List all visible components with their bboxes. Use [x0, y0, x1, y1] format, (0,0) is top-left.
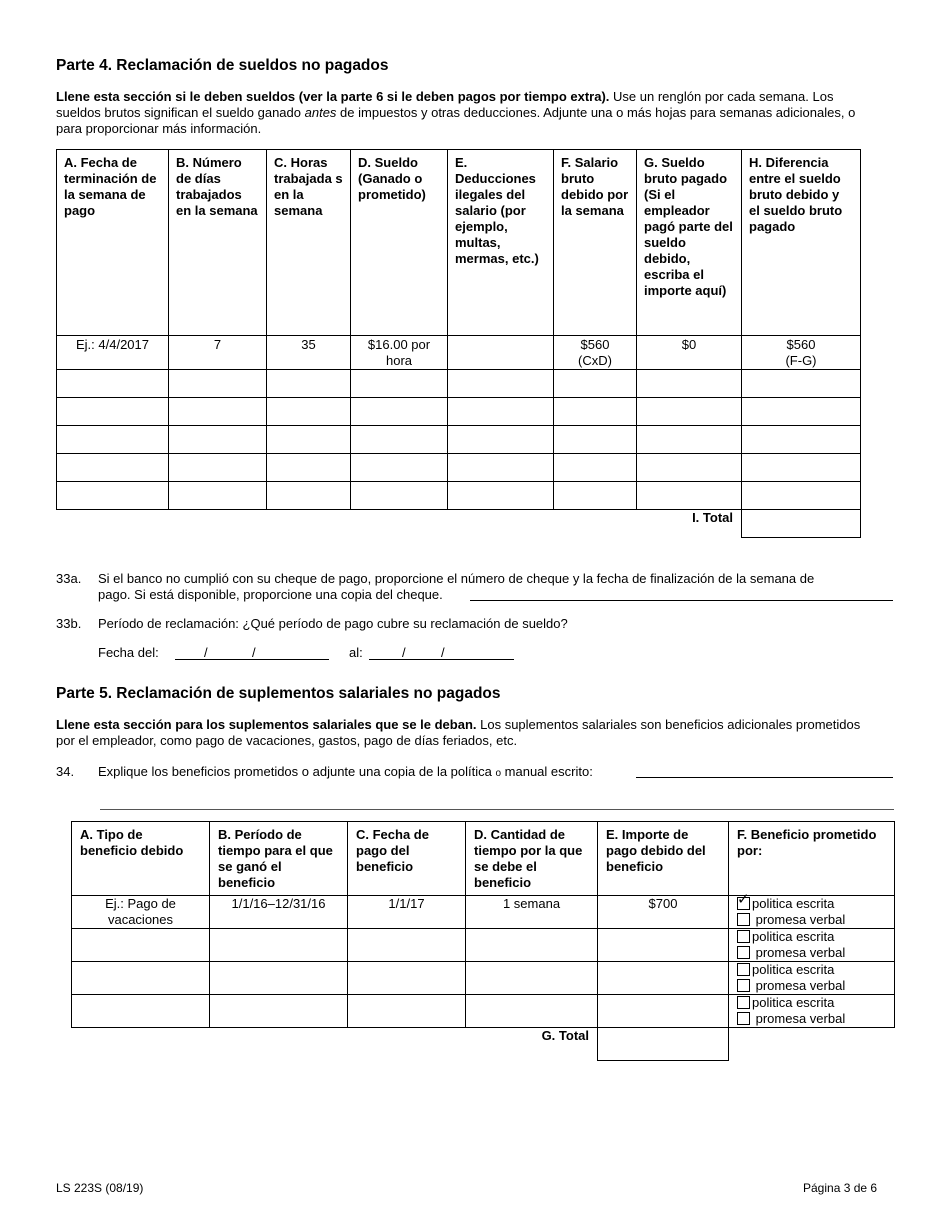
from-date-slash1: / [204, 645, 208, 660]
part5-heading: Parte 5. Reclamación de suplementos salariales no pagados [56, 685, 501, 702]
example-a: Ej.: 4/4/2017 [57, 336, 169, 370]
cell[interactable] [267, 426, 351, 454]
cell[interactable] [72, 929, 210, 962]
from-date-slash2: / [252, 645, 256, 660]
cell[interactable] [637, 454, 742, 482]
cell[interactable] [169, 426, 267, 454]
cell[interactable] [351, 398, 448, 426]
ben-col-b-header: B. Período de tiempo para el que se ganó el beneficio [210, 822, 348, 896]
part5-intro-bold: Llene esta sección para los suplementos salariales que se le deban. [56, 717, 477, 732]
q33b-text: Período de reclamación: ¿Qué período de pago cubre su reclamación de sueldo? [98, 616, 568, 631]
example-f-line1: $560 [580, 337, 610, 352]
col-d-header: D. Sueldo (Ganado o prometido) [351, 150, 448, 336]
written-policy-label: politica escrita [752, 962, 835, 977]
ben-example-b: 1/1/16–12/31/16 [210, 896, 348, 929]
q34-text-b: manual escrito: [501, 764, 593, 779]
cell[interactable] [466, 929, 598, 962]
cell[interactable] [267, 370, 351, 398]
ben-promised-by [729, 962, 895, 995]
cell[interactable] [72, 962, 210, 995]
ben-example-f [729, 896, 895, 929]
q34-answer-line2[interactable] [100, 809, 894, 810]
cell[interactable] [466, 995, 598, 1028]
verbal-promise-checkbox[interactable] [737, 913, 750, 926]
ben-promised-by [729, 929, 895, 962]
q34-text-a: Explique los beneficios prometidos o adjunte una copia de la política [98, 764, 496, 779]
cell[interactable] [351, 426, 448, 454]
written-policy-label: politica escrita [752, 995, 835, 1010]
wages-example-row [57, 336, 861, 370]
example-d [351, 336, 448, 370]
wages-table [56, 149, 861, 538]
cell[interactable] [57, 454, 169, 482]
cell[interactable] [598, 962, 729, 995]
ben-example-a [72, 896, 210, 929]
verbal-promise-checkbox[interactable] [737, 1012, 750, 1025]
page-number: Página 3 de 6 [803, 1181, 878, 1195]
cell[interactable] [554, 370, 637, 398]
cell[interactable] [637, 482, 742, 510]
cell[interactable] [448, 454, 554, 482]
wages-row [57, 370, 861, 398]
cell[interactable] [554, 454, 637, 482]
ben-example-a-line1: Ej.: Pago de [105, 896, 176, 911]
wages-row [57, 482, 861, 510]
cell[interactable] [742, 370, 861, 398]
ben-example-d: 1 semana [466, 896, 598, 929]
ben-example-e: $700 [598, 896, 729, 929]
cell[interactable] [267, 398, 351, 426]
written-policy-label: politica escrita [752, 896, 835, 911]
cell[interactable] [267, 454, 351, 482]
cell[interactable] [210, 929, 348, 962]
q34-answer-line[interactable] [636, 777, 893, 778]
part4-intro-bold: Llene esta sección si le deben sueldos (ver la parte 6 si le deben pagos por tiempo extra). [56, 89, 610, 104]
cell[interactable] [637, 370, 742, 398]
q33a-line1: Si el banco no cumplió con su cheque de pago, proporcione el número de cheque y la fecha de finalización de la semana de [98, 571, 815, 586]
wages-total-row [57, 510, 861, 538]
example-h-line1: $560 [786, 337, 816, 352]
to-date-slash2: / [441, 645, 445, 660]
cell[interactable] [169, 482, 267, 510]
ben-col-d-header: D. Cantidad de tiempo por la que se debe el beneficio [466, 822, 598, 896]
cell[interactable] [72, 995, 210, 1028]
part4-intro [56, 89, 866, 137]
cell[interactable] [348, 929, 466, 962]
cell[interactable] [598, 929, 729, 962]
col-g-header: G. Sueldo bruto pagado (Si el empleador pagó parte del sueldo debido, escriba el importe aquí) [637, 150, 742, 336]
cell[interactable] [637, 398, 742, 426]
q33a-line2: pago. Si está disponible, proporcione una copia del cheque. [98, 587, 443, 602]
verbal-promise-label: promesa verbal [752, 1011, 846, 1026]
written-policy-checkbox[interactable] [737, 963, 750, 976]
benefits-row [72, 995, 895, 1028]
cell[interactable] [742, 454, 861, 482]
cell[interactable] [57, 482, 169, 510]
cell[interactable] [210, 995, 348, 1028]
written-policy-checkbox[interactable] [737, 930, 750, 943]
ben-example-a-line2: vacaciones [107, 912, 174, 927]
wages-total-label: I. Total [57, 510, 742, 538]
ben-col-e-header: E. Importe de pago debido del beneficio [598, 822, 729, 896]
cell[interactable] [57, 398, 169, 426]
cell[interactable] [742, 482, 861, 510]
verbal-promise-checkbox[interactable] [737, 946, 750, 959]
cell[interactable] [348, 995, 466, 1028]
example-h [742, 336, 861, 370]
to-date-slash1: / [402, 645, 406, 660]
col-h-header: H. Diferencia entre el sueldo bruto debido y el sueldo bruto pagado [742, 150, 861, 336]
wages-total-field[interactable] [742, 510, 861, 538]
part4-intro-text2: de impuestos y otras deducciones. Adjunte una o más hojas para semanas adicionales, o para proporcionar más información. [56, 105, 856, 136]
q33b-number: 33b. [56, 616, 82, 631]
cell[interactable] [554, 426, 637, 454]
q34-text-o: o [495, 768, 502, 779]
form-id: LS 223S (08/19) [56, 1181, 144, 1195]
wages-row [57, 426, 861, 454]
example-b: 7 [169, 336, 267, 370]
ben-col-f-header: F. Beneficio prometido por: [729, 822, 895, 896]
cell[interactable] [598, 995, 729, 1028]
col-a-header: A. Fecha de terminación de la semana de pago [57, 150, 169, 336]
written-policy-checkbox-checked[interactable] [737, 897, 750, 910]
from-date-label: Fecha del: [98, 645, 159, 660]
cell[interactable] [57, 426, 169, 454]
cell[interactable] [351, 454, 448, 482]
benefits-row [72, 962, 895, 995]
example-d-line1: $16.00 por [367, 337, 431, 352]
cell[interactable] [169, 370, 267, 398]
cell[interactable] [448, 482, 554, 510]
wages-header-row [57, 150, 861, 336]
cell[interactable] [210, 962, 348, 995]
cell[interactable] [57, 370, 169, 398]
cell[interactable] [448, 370, 554, 398]
q33a-answer-line[interactable] [470, 600, 893, 601]
cell[interactable] [637, 426, 742, 454]
written-policy-checkbox[interactable] [737, 996, 750, 1009]
example-f [554, 336, 637, 370]
verbal-promise-checkbox[interactable] [737, 979, 750, 992]
ben-promised-by [729, 995, 895, 1028]
ben-example-c: 1/1/17 [348, 896, 466, 929]
col-e-header: E. Deducciones ilegales del salario (por ejemplo, multas, mermas, etc.) [448, 150, 554, 336]
cell[interactable] [169, 454, 267, 482]
q34-number: 34. [56, 764, 75, 779]
cell[interactable] [348, 962, 466, 995]
example-e [448, 336, 554, 370]
cell[interactable] [448, 426, 554, 454]
q34-text [98, 764, 593, 782]
cell[interactable] [466, 962, 598, 995]
cell[interactable] [448, 398, 554, 426]
part4-intro-text1: Use un renglón por cada semana. Los sueldos brutos significan el sueldo ganado [56, 89, 834, 120]
benefits-total-label: G. Total [72, 1028, 598, 1061]
col-b-header: B. Número de días trabajados en la semana [169, 150, 267, 336]
blank-cell [729, 1028, 895, 1061]
part4-heading: Parte 4. Reclamación de sueldos no pagados [56, 57, 389, 74]
cell[interactable] [554, 482, 637, 510]
benefits-total-field[interactable] [598, 1028, 729, 1061]
ben-col-c-header: C. Fecha de pago del beneficio [348, 822, 466, 896]
wages-row [57, 454, 861, 482]
verbal-promise-label: promesa verbal [752, 912, 846, 927]
verbal-promise-label: promesa verbal [752, 945, 846, 960]
part5-intro-text: Los suplementos salariales son beneficios adicionales prometidos por el empleador, como pago de vacaciones, gastos, pago de días feriados, etc. [56, 717, 861, 748]
cell[interactable] [742, 398, 861, 426]
cell[interactable] [169, 398, 267, 426]
col-c-header: C. Horas trabajada s en la semana [267, 150, 351, 336]
written-policy-label: politica escrita [752, 929, 835, 944]
col-f-header: F. Salario bruto debido por la semana [554, 150, 637, 336]
example-c: 35 [267, 336, 351, 370]
cell[interactable] [351, 482, 448, 510]
cell[interactable] [267, 482, 351, 510]
part4-intro-italic: antes [304, 105, 337, 120]
wages-row [57, 398, 861, 426]
example-h-line2: (F-G) [785, 353, 817, 368]
example-d-line2: hora [385, 353, 413, 368]
part5-intro [56, 717, 866, 749]
cell[interactable] [742, 426, 861, 454]
benefits-example-row [72, 896, 895, 929]
cell[interactable] [554, 398, 637, 426]
benefits-row [72, 929, 895, 962]
ben-col-a-header: A. Tipo de beneficio debido [72, 822, 210, 896]
benefits-table [71, 821, 895, 1061]
verbal-promise-label: promesa verbal [752, 978, 846, 993]
q33a-number: 33a. [56, 571, 82, 586]
example-f-line2: (CxD) [578, 353, 612, 368]
to-date-label: al: [349, 645, 363, 660]
cell[interactable] [351, 370, 448, 398]
benefits-total-row [72, 1028, 895, 1061]
example-g: $0 [637, 336, 742, 370]
benefits-header-row [72, 822, 895, 896]
